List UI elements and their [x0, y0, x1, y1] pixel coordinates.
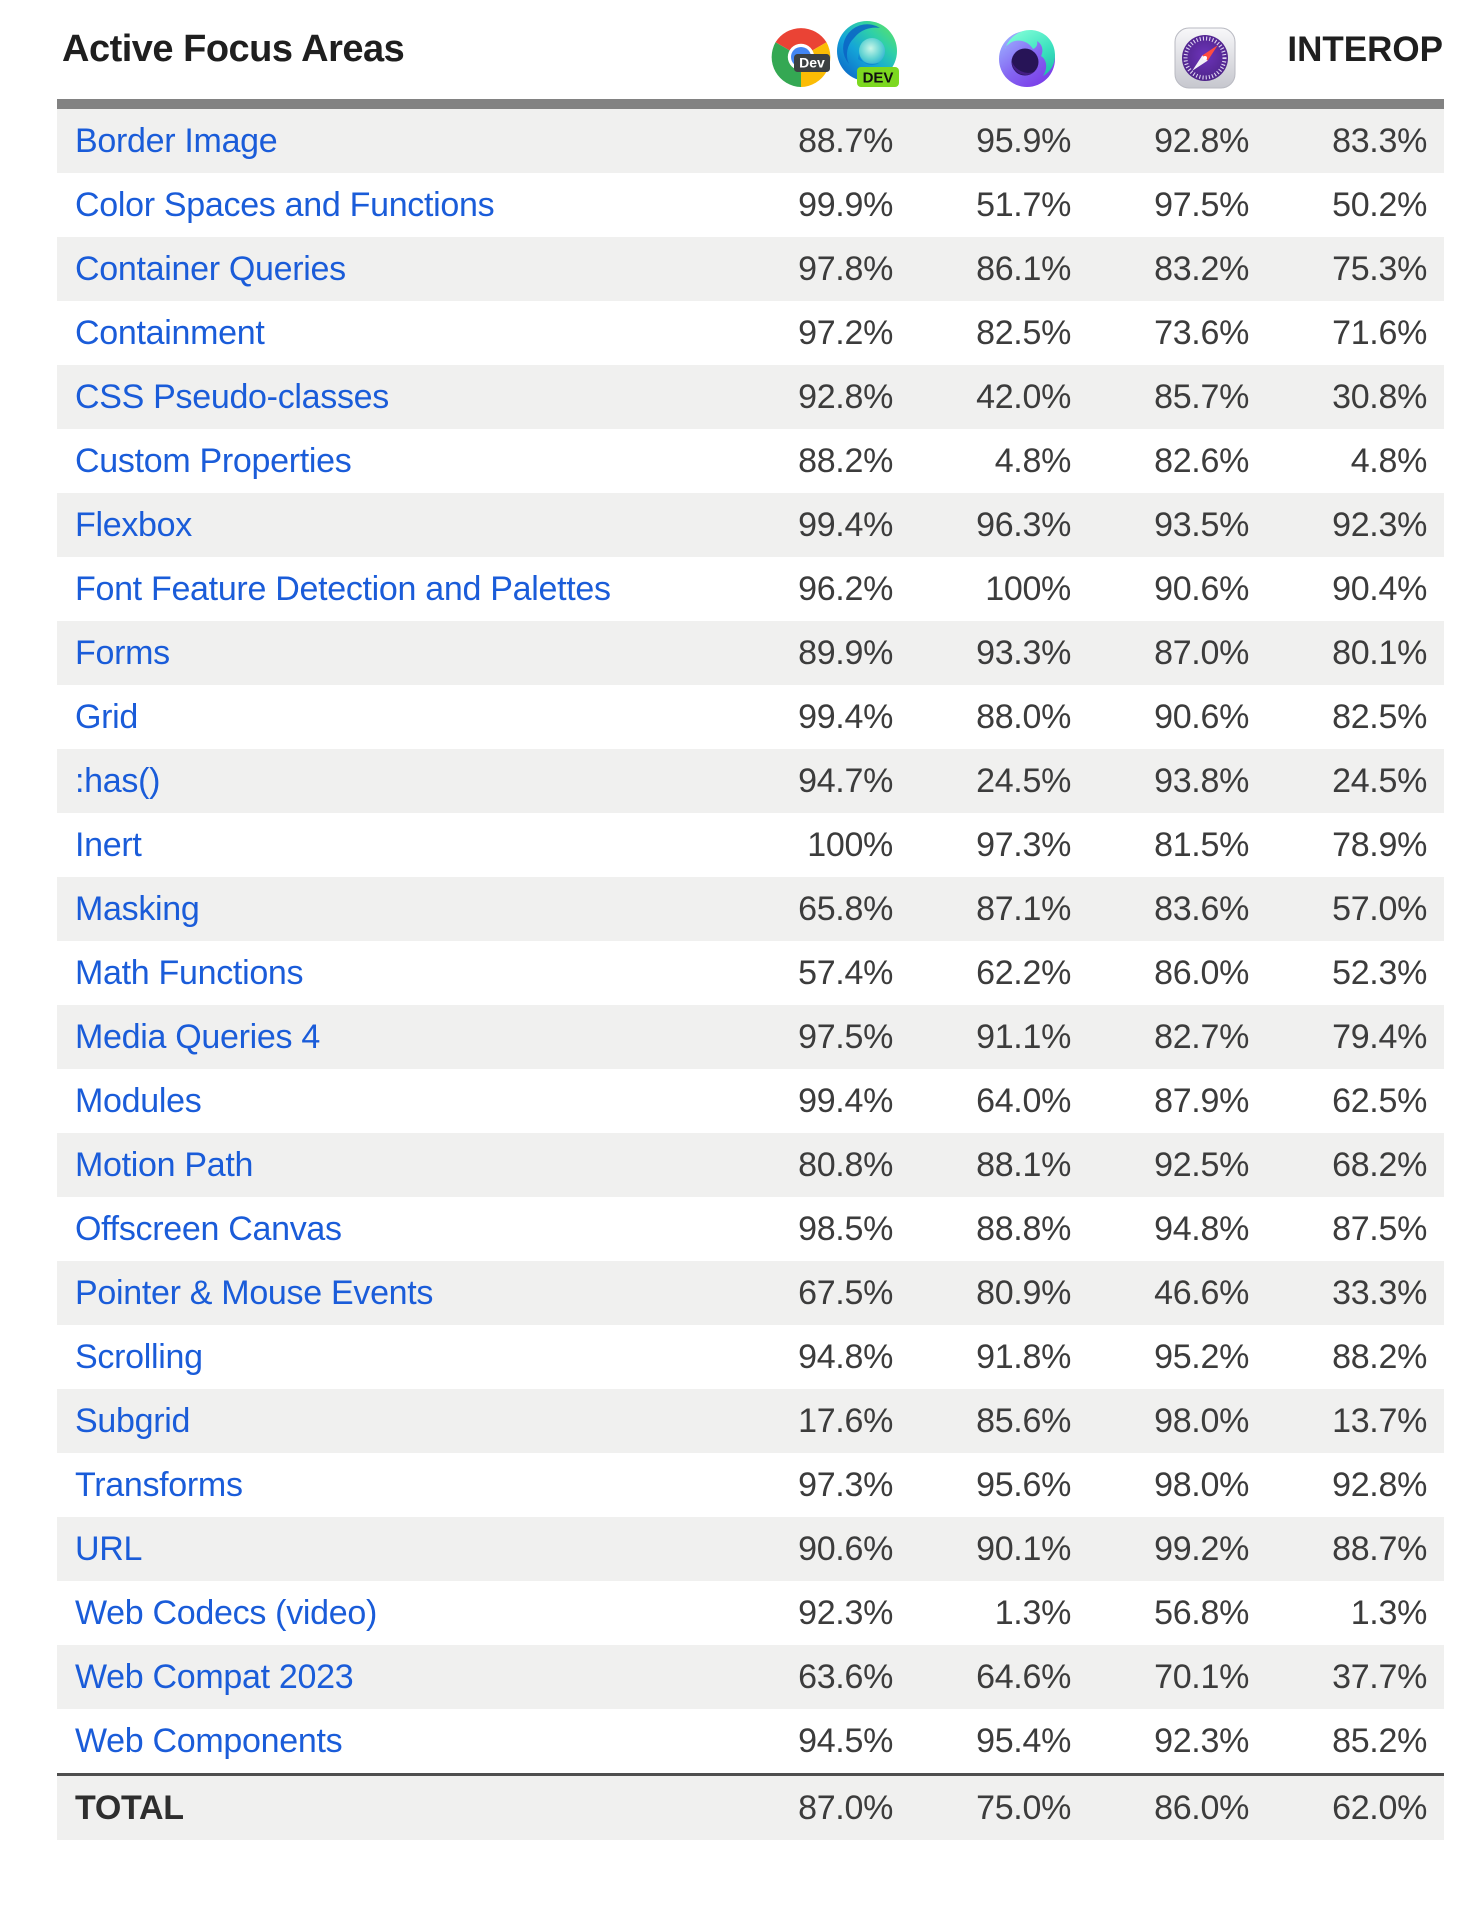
focus-area-link[interactable]: Container Queries	[75, 249, 346, 288]
focus-area-link[interactable]: Flexbox	[75, 505, 192, 544]
total-score-firefox-nightly: 75.0%	[910, 1775, 1088, 1841]
focus-area-link[interactable]: Modules	[75, 1081, 202, 1120]
score-chrome-dev: 97.3%	[798, 1465, 893, 1504]
score-safari-tp: 94.8%	[1154, 1209, 1249, 1248]
score-interop: 57.0%	[1266, 877, 1444, 941]
score-chrome-dev: 63.6%	[732, 1645, 910, 1709]
score-chrome-dev: 94.8%	[798, 1337, 893, 1376]
focus-area-cell	[57, 1261, 732, 1325]
score-chrome-dev: 100%	[807, 825, 893, 864]
score-firefox-nightly: 1.3%	[994, 1593, 1071, 1632]
score-interop: 88.7%	[1266, 1517, 1444, 1581]
focus-areas-table	[57, 0, 1444, 1840]
focus-area-cell	[57, 1069, 732, 1133]
focus-area-cell	[57, 1645, 732, 1709]
score-safari-tp: 82.6%	[1154, 441, 1249, 480]
score-chrome-dev: 67.5%	[732, 1261, 910, 1325]
focus-area-link[interactable]: Pointer & Mouse Events	[75, 1273, 434, 1312]
focus-area-cell	[57, 365, 732, 429]
focus-area-link[interactable]: Forms	[75, 633, 170, 672]
score-safari-tp: 97.5%	[1154, 185, 1249, 224]
focus-area-row	[57, 1517, 1444, 1581]
focus-area-cell	[57, 429, 732, 493]
score-chrome-dev: 65.8%	[732, 877, 910, 941]
score-chrome-dev: 17.6%	[732, 1389, 910, 1453]
page-title: Active Focus Areas	[57, 0, 732, 104]
score-chrome-dev: 94.7%	[732, 749, 910, 813]
score-interop: 79.4%	[1266, 1005, 1444, 1069]
score-safari-tp: 46.6%	[1088, 1261, 1266, 1325]
total-row	[57, 1775, 1444, 1841]
focus-area-cell	[57, 557, 732, 621]
firefox-nightly-icon	[995, 25, 1059, 89]
focus-area-link[interactable]: Font Feature Detection and Palettes	[75, 569, 611, 608]
score-firefox-nightly: 80.9%	[910, 1261, 1088, 1325]
focus-area-link[interactable]: Media Queries 4	[75, 1017, 320, 1056]
focus-area-row	[57, 493, 1444, 557]
score-safari-tp: 90.6%	[1154, 697, 1249, 736]
score-firefox-nightly: 86.1%	[910, 237, 1088, 301]
svg-text:DEV: DEV	[862, 69, 894, 87]
score-safari-tp: 83.6%	[1088, 877, 1266, 941]
chrome-dev-icon	[769, 25, 833, 89]
score-safari-tp: 95.2%	[1154, 1337, 1249, 1376]
score-interop: 88.2%	[1332, 1337, 1427, 1376]
column-header-interop: INTEROP	[1266, 0, 1444, 104]
score-chrome-dev: 98.5%	[798, 1209, 893, 1248]
column-header-firefox	[910, 0, 1088, 104]
score-firefox-nightly: 82.5%	[976, 313, 1071, 352]
score-firefox-nightly: 64.0%	[976, 1081, 1071, 1120]
focus-area-cell	[57, 104, 732, 173]
focus-area-row	[57, 1197, 1444, 1261]
focus-area-cell	[57, 1453, 732, 1517]
score-firefox-nightly: 62.2%	[976, 953, 1071, 992]
score-safari-tp: 98.0%	[1154, 1465, 1249, 1504]
score-interop: 30.8%	[1266, 365, 1444, 429]
total-score-safari-tp: 86.0%	[1088, 1775, 1266, 1841]
focus-area-row	[57, 1453, 1444, 1517]
score-chrome-dev: 97.2%	[798, 313, 893, 352]
focus-area-cell	[57, 173, 732, 237]
focus-area-row	[57, 1389, 1444, 1453]
score-chrome-dev: 89.9%	[732, 621, 910, 685]
score-interop: 92.3%	[1266, 493, 1444, 557]
score-safari-tp: 82.7%	[1088, 1005, 1266, 1069]
focus-area-row	[57, 1133, 1444, 1197]
total-score-interop: 62.0%	[1266, 1775, 1444, 1841]
score-interop: 13.7%	[1266, 1389, 1444, 1453]
score-safari-tp: 85.7%	[1088, 365, 1266, 429]
focus-area-cell	[57, 1709, 732, 1775]
focus-area-link[interactable]: Border Image	[75, 121, 278, 160]
focus-area-cell	[57, 237, 732, 301]
score-safari-tp: 99.2%	[1088, 1517, 1266, 1581]
score-chrome-dev: 92.3%	[798, 1593, 893, 1632]
score-chrome-dev: 99.4%	[798, 697, 893, 736]
score-chrome-dev: 88.2%	[798, 441, 893, 480]
score-interop: 75.3%	[1266, 237, 1444, 301]
focus-area-row	[57, 429, 1444, 493]
score-firefox-nightly: 87.1%	[910, 877, 1088, 941]
focus-area-row	[57, 1069, 1444, 1133]
focus-area-link[interactable]: Containment	[75, 313, 265, 352]
score-interop: 71.6%	[1332, 313, 1427, 352]
focus-area-link[interactable]: Web Compat 2023	[75, 1657, 354, 1696]
score-interop: 1.3%	[1350, 1593, 1427, 1632]
focus-area-row	[57, 173, 1444, 237]
svg-text:Dev: Dev	[799, 54, 825, 71]
score-safari-tp: 56.8%	[1154, 1593, 1249, 1632]
focus-area-row	[57, 1645, 1444, 1709]
focus-area-row	[57, 621, 1444, 685]
score-firefox-nightly: 51.7%	[976, 185, 1071, 224]
score-chrome-dev: 57.4%	[798, 953, 893, 992]
score-safari-tp: 86.0%	[1154, 953, 1249, 992]
focus-area-cell	[57, 1133, 732, 1197]
chrome-dev-badge	[794, 54, 830, 72]
focus-area-link[interactable]: Web Components	[75, 1721, 343, 1760]
focus-area-link[interactable]: :has()	[75, 761, 161, 800]
focus-area-row	[57, 365, 1444, 429]
focus-area-cell	[57, 301, 732, 365]
total-score-chrome-dev: 87.0%	[732, 1775, 910, 1841]
focus-area-link[interactable]: CSS Pseudo-classes	[75, 377, 389, 416]
score-chrome-dev: 97.8%	[732, 237, 910, 301]
score-safari-tp: 87.9%	[1154, 1081, 1249, 1120]
edge-dev-badge	[857, 67, 899, 87]
score-firefox-nightly: 88.8%	[976, 1209, 1071, 1248]
focus-area-row	[57, 1325, 1444, 1389]
score-chrome-dev: 80.8%	[732, 1133, 910, 1197]
score-firefox-nightly: 88.0%	[976, 697, 1071, 736]
score-interop: 68.2%	[1266, 1133, 1444, 1197]
focus-area-link[interactable]: Custom Properties	[75, 441, 352, 480]
score-interop: 85.2%	[1332, 1721, 1427, 1760]
score-interop: 33.3%	[1266, 1261, 1444, 1325]
score-interop: 4.8%	[1350, 441, 1427, 480]
safari-technology-preview-icon	[1174, 27, 1236, 89]
focus-area-cell	[57, 621, 732, 685]
focus-area-cell	[57, 941, 732, 1005]
score-firefox-nightly: 97.3%	[976, 825, 1071, 864]
focus-area-row	[57, 557, 1444, 621]
focus-area-row	[57, 104, 1444, 173]
score-safari-tp: 83.2%	[1088, 237, 1266, 301]
score-chrome-dev: 97.5%	[732, 1005, 910, 1069]
focus-area-link[interactable]: Subgrid	[75, 1401, 191, 1440]
score-chrome-dev: 92.8%	[732, 365, 910, 429]
score-interop: 62.5%	[1332, 1081, 1427, 1120]
score-interop: 80.1%	[1266, 621, 1444, 685]
score-interop: 78.9%	[1332, 825, 1427, 864]
focus-area-cell	[57, 877, 732, 941]
score-interop: 37.7%	[1266, 1645, 1444, 1709]
score-firefox-nightly: 93.3%	[910, 621, 1088, 685]
score-interop: 90.4%	[1332, 569, 1427, 608]
focus-area-cell	[57, 1197, 732, 1261]
score-safari-tp: 87.0%	[1088, 621, 1266, 685]
score-interop: 83.3%	[1266, 104, 1444, 173]
score-firefox-nightly: 90.1%	[910, 1517, 1088, 1581]
score-chrome-dev: 94.5%	[798, 1721, 893, 1760]
score-firefox-nightly: 42.0%	[910, 365, 1088, 429]
score-interop: 92.8%	[1332, 1465, 1427, 1504]
edge-dev-icon	[835, 19, 899, 89]
focus-area-cell	[57, 1581, 732, 1645]
score-chrome-dev: 99.4%	[732, 493, 910, 557]
focus-area-row	[57, 1261, 1444, 1325]
focus-area-row	[57, 749, 1444, 813]
score-firefox-nightly: 24.5%	[910, 749, 1088, 813]
score-safari-tp: 93.5%	[1088, 493, 1266, 557]
focus-area-link[interactable]: Transforms	[75, 1465, 243, 1504]
focus-area-row	[57, 941, 1444, 1005]
column-header-safari	[1088, 0, 1266, 104]
focus-area-link[interactable]: URL	[75, 1529, 143, 1568]
focus-area-cell	[57, 1325, 732, 1389]
score-safari-tp: 81.5%	[1154, 825, 1249, 864]
score-firefox-nightly: 95.9%	[910, 104, 1088, 173]
focus-area-link[interactable]: Motion Path	[75, 1145, 254, 1184]
focus-area-row	[57, 1581, 1444, 1645]
score-safari-tp: 73.6%	[1154, 313, 1249, 352]
focus-area-row	[57, 237, 1444, 301]
score-firefox-nightly: 64.6%	[910, 1645, 1088, 1709]
score-safari-tp: 93.8%	[1088, 749, 1266, 813]
focus-area-link[interactable]: Scrolling	[75, 1337, 203, 1376]
focus-area-row	[57, 1005, 1444, 1069]
score-interop: 87.5%	[1332, 1209, 1427, 1248]
focus-area-cell	[57, 685, 732, 749]
score-interop: 50.2%	[1332, 185, 1427, 224]
score-firefox-nightly: 4.8%	[994, 441, 1071, 480]
focus-area-row	[57, 813, 1444, 877]
focus-area-cell	[57, 813, 732, 877]
focus-area-link[interactable]: Offscreen Canvas	[75, 1209, 342, 1248]
score-safari-tp: 98.0%	[1088, 1389, 1266, 1453]
score-safari-tp: 92.8%	[1088, 104, 1266, 173]
focus-area-cell	[57, 493, 732, 557]
score-chrome-dev: 99.9%	[798, 185, 893, 224]
score-chrome-dev: 88.7%	[732, 104, 910, 173]
score-interop: 24.5%	[1266, 749, 1444, 813]
score-firefox-nightly: 100%	[985, 569, 1071, 608]
score-chrome-dev: 90.6%	[732, 1517, 910, 1581]
score-firefox-nightly: 95.6%	[976, 1465, 1071, 1504]
focus-area-row	[57, 685, 1444, 749]
focus-area-row	[57, 877, 1444, 941]
score-safari-tp: 70.1%	[1088, 1645, 1266, 1709]
focus-area-cell	[57, 749, 732, 813]
score-chrome-dev: 96.2%	[798, 569, 893, 608]
table-header-row	[57, 0, 1444, 104]
score-firefox-nightly: 91.8%	[976, 1337, 1071, 1376]
score-firefox-nightly: 85.6%	[910, 1389, 1088, 1453]
score-interop: 82.5%	[1332, 697, 1427, 736]
focus-area-cell	[57, 1517, 732, 1581]
score-chrome-dev: 99.4%	[798, 1081, 893, 1120]
focus-area-cell	[57, 1005, 732, 1069]
score-safari-tp: 92.5%	[1088, 1133, 1266, 1197]
focus-area-link[interactable]: Grid	[75, 697, 139, 736]
score-safari-tp: 90.6%	[1154, 569, 1249, 608]
focus-area-link[interactable]: Web Codecs (video)	[75, 1593, 377, 1632]
score-firefox-nightly: 88.1%	[910, 1133, 1088, 1197]
score-firefox-nightly: 96.3%	[910, 493, 1088, 557]
focus-area-row	[57, 301, 1444, 365]
score-firefox-nightly: 91.1%	[910, 1005, 1088, 1069]
total-label: TOTAL	[57, 1775, 732, 1841]
score-interop: 52.3%	[1332, 953, 1427, 992]
focus-area-row	[57, 1709, 1444, 1775]
column-header-chrome-edge	[732, 0, 910, 104]
focus-area-link[interactable]: Color Spaces and Functions	[75, 185, 495, 224]
focus-area-cell	[57, 1389, 732, 1453]
score-safari-tp: 92.3%	[1154, 1721, 1249, 1760]
focus-area-link[interactable]: Inert	[75, 825, 142, 864]
focus-area-link[interactable]: Masking	[75, 889, 200, 928]
focus-area-link[interactable]: Math Functions	[75, 953, 304, 992]
score-firefox-nightly: 95.4%	[976, 1721, 1071, 1760]
